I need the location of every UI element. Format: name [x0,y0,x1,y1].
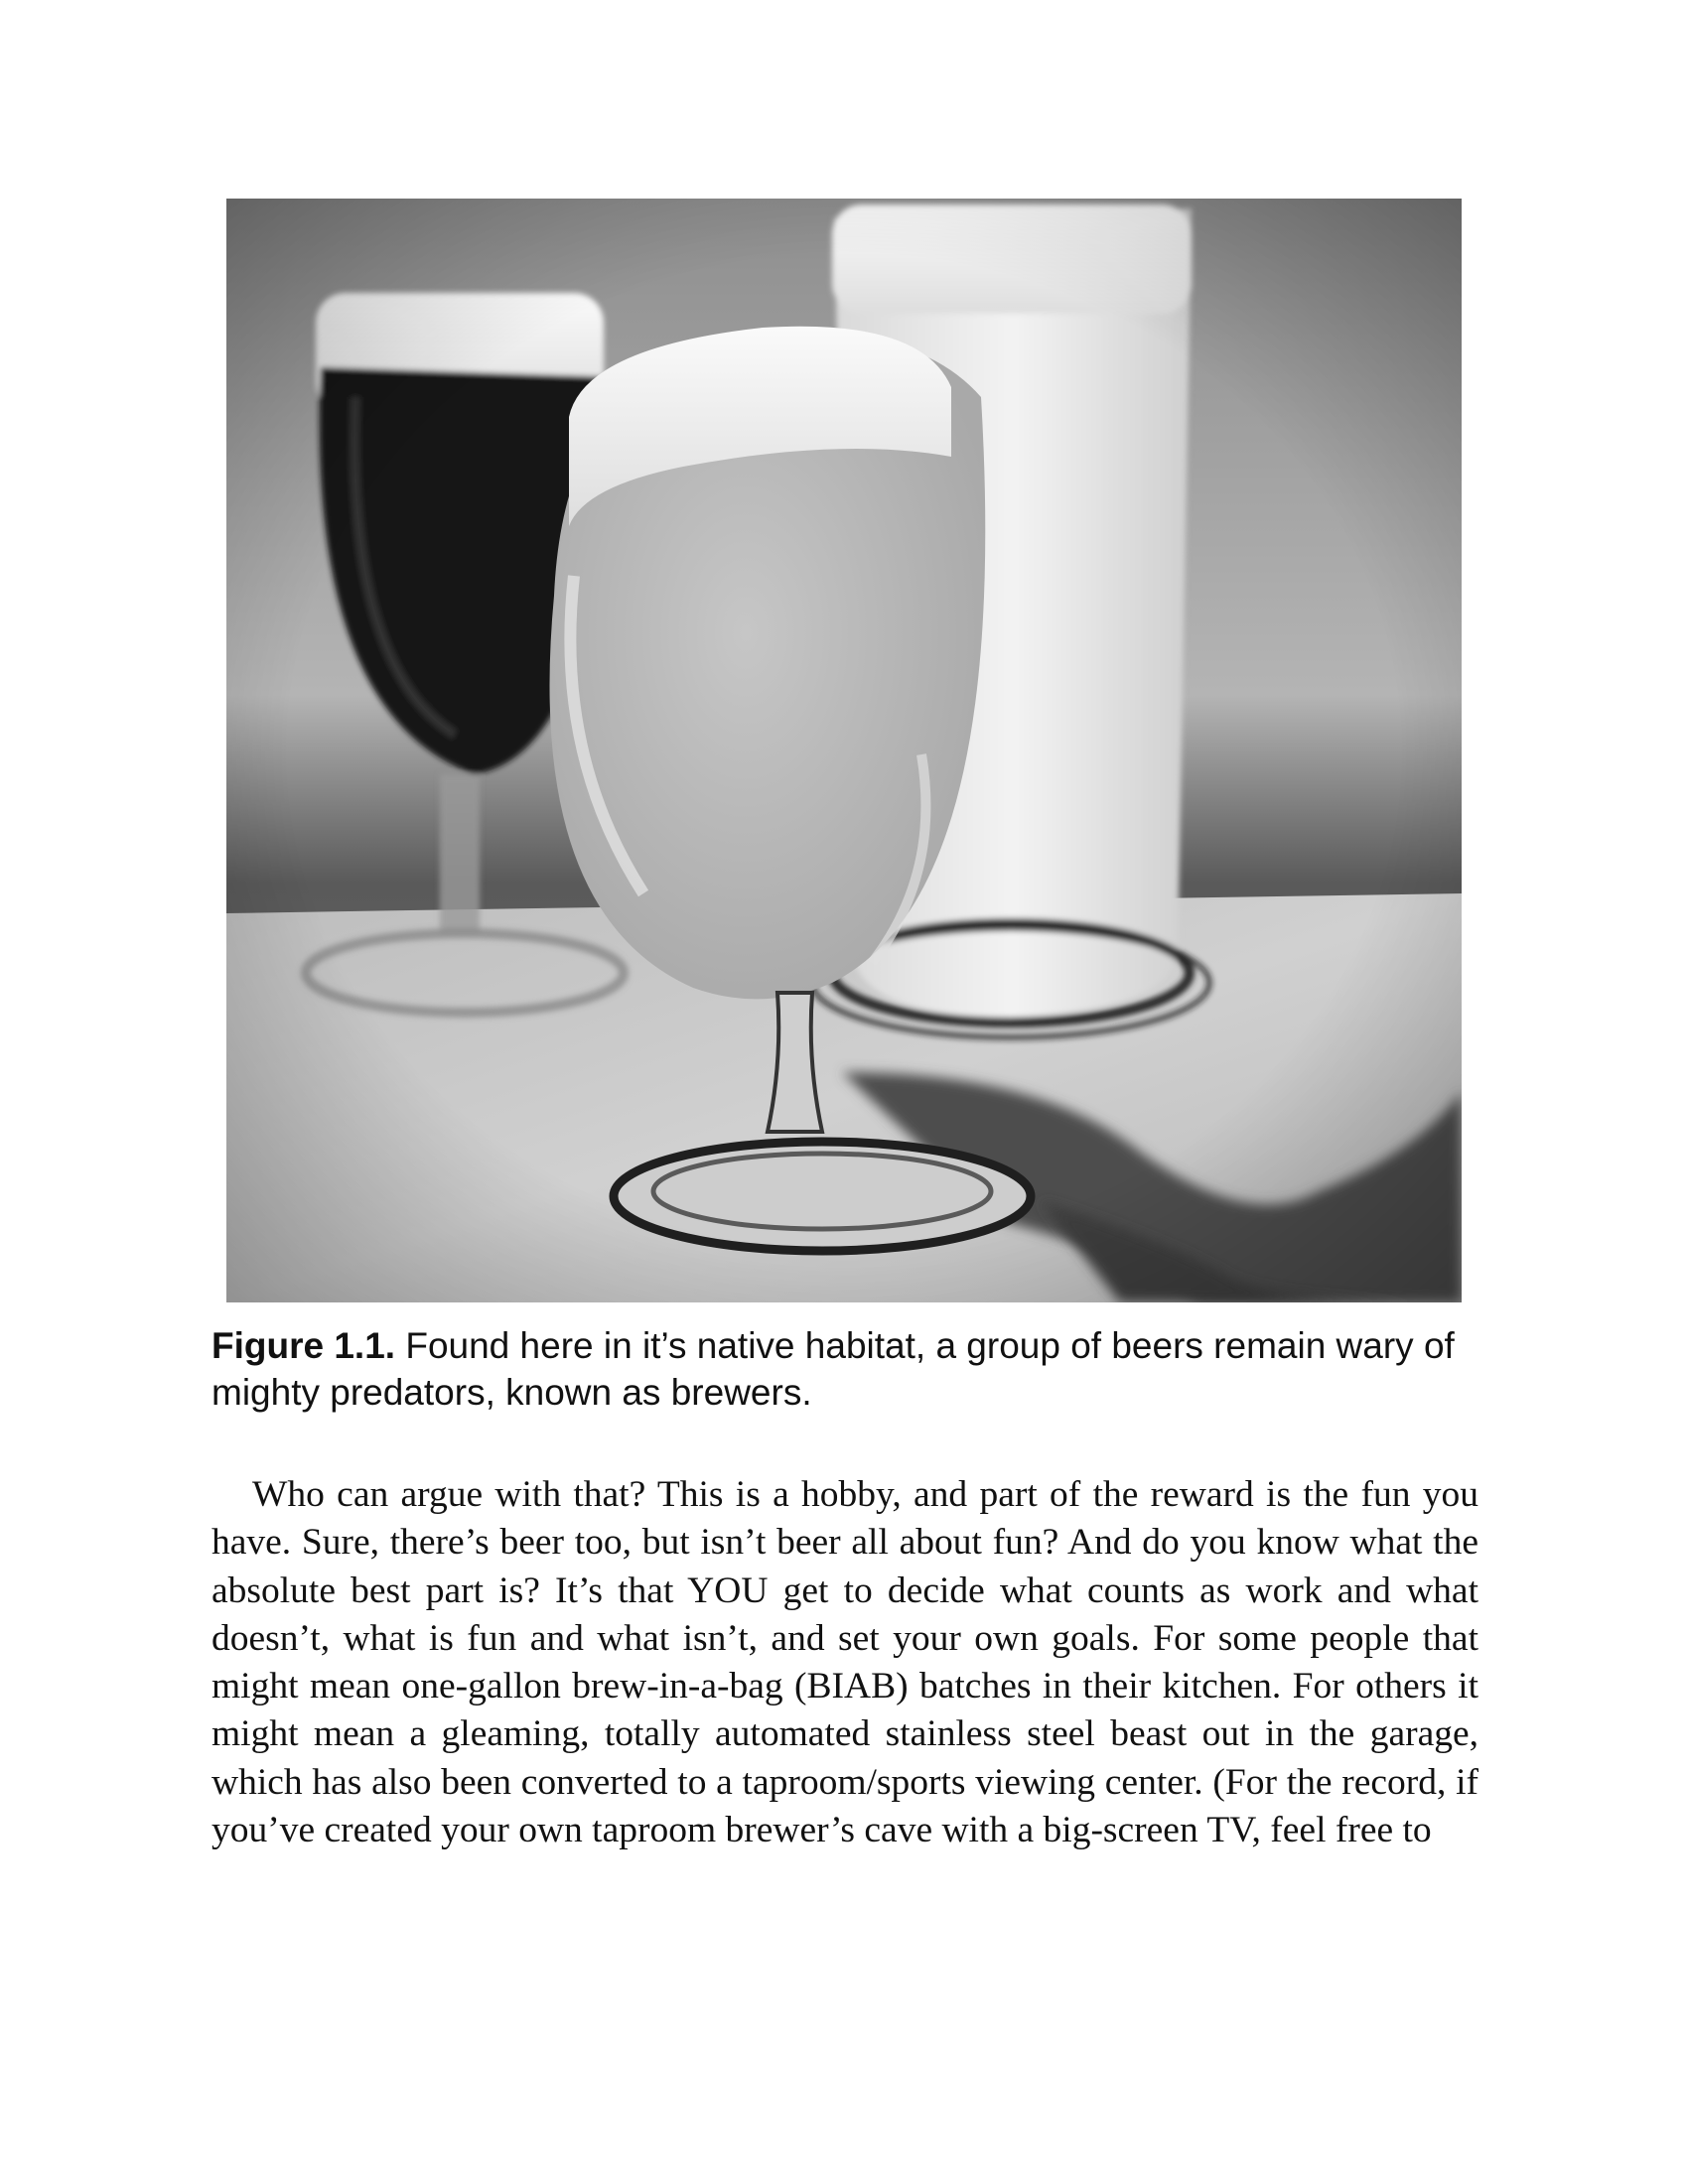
beer-glasses-illustration [226,199,1462,1302]
figure-label: Figure 1.1. [211,1325,396,1366]
figure-caption [211,1322,1478,1416]
figure-caption-text: Found here in it’s native habitat, a group of beers remain wary of mighty predators, known as brewers. [211,1325,1455,1413]
beer-glasses-photo [226,199,1462,1302]
body-paragraph: Who can argue with that? This is a hobby, and part of the reward is the fun you have. Sure, there’s beer too, but isn’t beer all about fun? And do you know what the absolute best part is? It’s that YOU get to decide what counts as work and what doesn’t, what is fun and what isn’t, and set your own goals. For some people that might mean one-gallon brew-in-a-bag (BIAB) batches in their kitchen. For others it might mean a gleaming, totally automated stainless steel beast out in the garage, which has also been converted to a taproom/sports viewing center. (For the record, if you’ve created your own taproom brewer’s cave with a big-screen TV, feel free to [211,1474,1478,1851]
